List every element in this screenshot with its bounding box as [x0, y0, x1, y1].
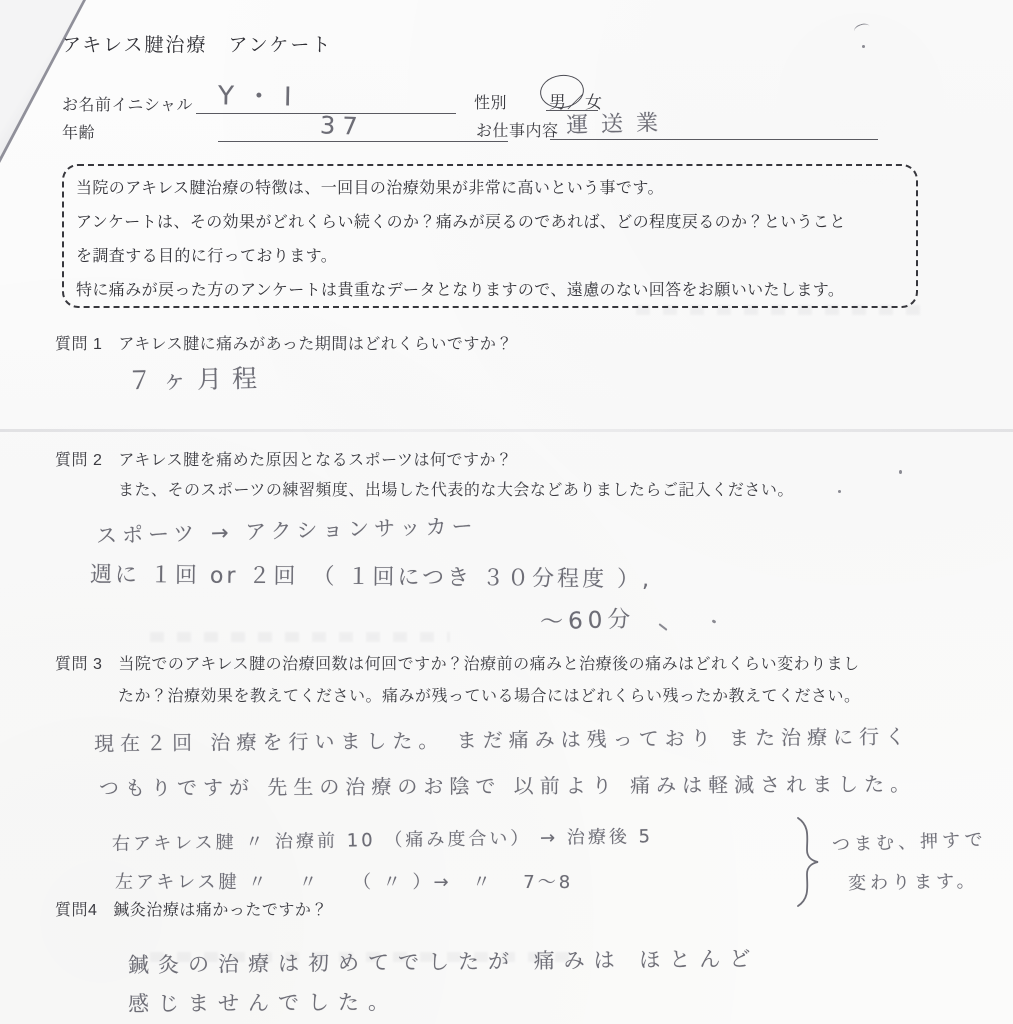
question-4	[55, 897, 328, 920]
pain-scale-note-line2: 変わります。	[847, 870, 979, 895]
question-3-answer-line1: 現在２回 治療を行いました。 まだ痛みは残っており また治療に行く	[93, 724, 912, 756]
question-2-text: アキレス腱を痛めた原因となるスポーツは何ですか？	[118, 452, 513, 469]
question-4-label: 質問4	[55, 902, 98, 919]
gender-label: 性別	[474, 95, 508, 112]
question-3-label: 質問 3	[55, 656, 103, 673]
bleedthrough-ghost	[150, 632, 450, 642]
question-2-text-line2: また、そのスポーツの練習頻度、出場した代表的な大会などありましたらご記入ください。	[118, 482, 794, 499]
question-4-text: 鍼灸治療は痛かったですか？	[113, 902, 328, 919]
question-1-label: 質問 1	[55, 336, 103, 353]
question-3-answer-line2: つもりですが 先生の治療のお陰で 以前より 痛みは軽減されました。	[98, 771, 917, 801]
gender-options: 男／女	[549, 93, 603, 112]
question-3-text-line2: たか？治療効果を教えてください。痛みが残っている場合にはどれくらい残ったか教えてください。	[118, 688, 861, 705]
question-4-answer-line1: 鍼灸の治療は初めてでしたが 痛みは ほとんど	[127, 946, 760, 978]
page-title: アキレス腱治療 アンケート	[62, 35, 333, 56]
stray-pen-mark	[853, 22, 871, 36]
name-initial-value: Y・I	[217, 81, 304, 113]
question-2-answer-line1: スポーツ → アクションサッカー	[95, 514, 478, 548]
question-3-text: 当院でのアキレス腱の治療回数は何回ですか？治療前の痛みと治療後の痛みはどれくらい変わりまし	[118, 656, 860, 673]
intro-notice-box	[62, 164, 918, 308]
intro-line: 特に痛みが戻った方のアンケートは貴重なデータとなりますので、遠慮のない回答をお願いいたします。	[76, 282, 845, 299]
intro-line: を調査する目的に行っております。	[76, 248, 338, 265]
name-initial-label: お名前イニシャル	[62, 97, 194, 114]
question-3	[55, 651, 860, 674]
scan-speck	[712, 619, 717, 624]
job-value: 運送業	[565, 110, 672, 139]
handwritten-brace-icon	[794, 816, 822, 908]
age-field-underline	[218, 141, 508, 142]
scan-speck	[838, 490, 841, 493]
pain-scale-note-line1: つまむ、押すで	[831, 829, 987, 856]
question-2-answer-line2: 週に １回 or ２回 （ １回につき ３０分程度 ）,	[89, 562, 653, 593]
question-2	[55, 447, 512, 470]
question-1-text: アキレス腱に痛みがあった期間はどれくらいですか？	[118, 336, 513, 353]
question-4-answer-line2: 感じませんでした。	[127, 990, 399, 1016]
paper-crease-line	[0, 429, 1013, 432]
scan-speck	[862, 45, 865, 48]
question-2-answer-line3: 〜60分	[539, 606, 636, 636]
job-label: お仕事内容	[476, 123, 559, 140]
age-label: 年齢	[62, 125, 96, 142]
question-2-label: 質問 2	[55, 452, 103, 469]
intro-line: 当院のアキレス腱治療の特徴は、一回目の治療効果が非常に高いという事です。	[76, 180, 664, 197]
question-1	[55, 331, 513, 354]
pain-scale-right-line: 右アキレス腱 〃 治療前 10 （痛み度合い） → 治療後 5	[111, 826, 654, 855]
age-value: 37	[319, 111, 366, 141]
pain-scale-left-line: 左アキレス腱 〃 〃 （ 〃 ）→ 〃 7〜8	[115, 872, 574, 893]
question-1-answer: ７ヶ月程	[126, 363, 268, 396]
intro-line: アンケートは、その効果がどれくらい続くのか？痛みが戻るのであれば、どの程度戻るのか？ということ	[76, 214, 846, 231]
scan-speck	[899, 470, 902, 474]
stray-comma-mark	[658, 623, 667, 631]
job-field-underline	[550, 139, 878, 140]
